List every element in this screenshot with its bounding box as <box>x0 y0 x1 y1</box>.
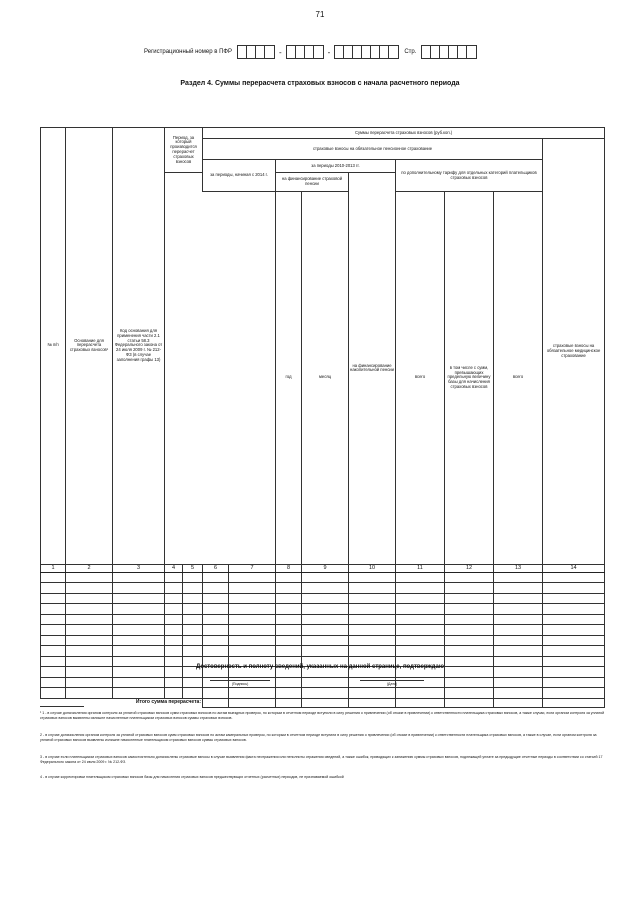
table-cell[interactable] <box>229 583 276 594</box>
table-cell[interactable] <box>113 614 165 625</box>
table-cell[interactable] <box>229 614 276 625</box>
table-cell[interactable] <box>276 583 302 594</box>
table-cell[interactable] <box>41 583 66 594</box>
table-cell[interactable] <box>543 604 605 615</box>
table-cell[interactable] <box>183 583 203 594</box>
table-cell[interactable] <box>183 646 203 657</box>
table-row <box>41 646 605 657</box>
table-cell[interactable] <box>183 572 203 583</box>
page-number: 71 <box>315 10 325 19</box>
table-cell[interactable] <box>113 677 165 688</box>
table-cell[interactable] <box>276 604 302 615</box>
total-cell[interactable] <box>203 698 229 707</box>
column-number: 11 <box>396 564 445 572</box>
table-cell[interactable] <box>66 646 113 657</box>
table-cell[interactable] <box>66 572 113 583</box>
dash: - <box>278 47 282 57</box>
reg-cells-2[interactable] <box>286 45 324 59</box>
table-cell[interactable] <box>276 635 302 646</box>
table-cell[interactable] <box>349 604 396 615</box>
col-total: всего <box>396 192 445 565</box>
total-cell[interactable] <box>276 698 302 707</box>
col-year: год <box>276 192 302 565</box>
table-cell[interactable] <box>165 688 183 699</box>
table-cell[interactable] <box>543 688 605 699</box>
table-cell[interactable] <box>445 625 494 636</box>
total-cell[interactable] <box>229 698 276 707</box>
table-cell[interactable] <box>41 677 66 688</box>
table-cell[interactable] <box>543 583 605 594</box>
table-cell[interactable] <box>229 604 276 615</box>
column-number: 13 <box>494 564 543 572</box>
table-cell[interactable] <box>276 614 302 625</box>
table-cell[interactable] <box>543 614 605 625</box>
table-cell[interactable] <box>113 646 165 657</box>
table-cell[interactable] <box>445 604 494 615</box>
table-cell[interactable] <box>203 593 229 604</box>
col-medical: страховые взносы на обязательное медицинское страхование <box>543 139 605 565</box>
table-cell[interactable] <box>113 572 165 583</box>
table-cell[interactable] <box>113 593 165 604</box>
col-from-2014: за периоды, начиная с 2014 г. <box>203 160 276 192</box>
table-cell[interactable] <box>396 688 445 699</box>
table-cell[interactable] <box>66 677 113 688</box>
table-cell[interactable] <box>543 572 605 583</box>
table-row <box>41 593 605 604</box>
table-cell[interactable] <box>203 583 229 594</box>
table-cell[interactable] <box>203 614 229 625</box>
total-cell[interactable] <box>494 698 543 707</box>
page-label: Стр. <box>404 49 417 55</box>
col-sums: Суммы перерасчета страховых взносов (руб.коп.) <box>203 128 605 139</box>
date-label: (Дата) <box>386 682 398 686</box>
col-month: месяц <box>302 192 349 565</box>
column-number: 8 <box>276 564 302 572</box>
footnote-2: 2 - в случае доначисления органом контроля за уплатой страховых взносов сумм страховых взносов по актам камеральных проверок, по которым в отчетном периоде вступили в силу решения о привлечении (об отказе в привлечении) к ответственности плательщика страховых взносов, а также в случае, если органом контроля за уплатой страховых взносов выявлены излишне начисленные плательщиком страховых взносов суммы страховых взносов. <box>40 733 597 743</box>
column-numbers-row <box>41 564 605 572</box>
table-cell[interactable] <box>445 583 494 594</box>
table-cell[interactable] <box>276 625 302 636</box>
signature-label: (Подпись) <box>231 682 249 686</box>
total-cell[interactable] <box>445 698 494 707</box>
table-cell[interactable] <box>396 593 445 604</box>
table-cell[interactable] <box>203 646 229 657</box>
col-rownum: № п/п <box>41 128 66 565</box>
table-cell[interactable] <box>165 572 183 583</box>
column-number: 2 <box>66 564 113 572</box>
period-spacer <box>165 173 276 565</box>
table-cell[interactable] <box>302 646 349 657</box>
table-cell[interactable] <box>113 688 165 699</box>
total-cell[interactable] <box>302 698 349 707</box>
table-cell[interactable] <box>543 677 605 688</box>
recalculation-table <box>40 127 605 708</box>
table-cell[interactable] <box>66 583 113 594</box>
table-cell[interactable] <box>302 625 349 636</box>
table-cell[interactable] <box>494 635 543 646</box>
table-cell[interactable] <box>276 593 302 604</box>
table-cell[interactable] <box>349 688 396 699</box>
total-cell[interactable] <box>543 698 605 707</box>
table-cell[interactable] <box>349 614 396 625</box>
footnote-3: 3 - в случае если плательщиком страховых взносов самостоятельно доначислены страховые взносы в случае выявления факта неотражения или неполноты отражения сведений, а также ошибок, приводящих к занижению суммы страховых взносов, подлежащей уплате за предыдущие отчетные периоды в соответствии со статьей 17 Федерального закона от 24 июля 2009 г. № 212-ФЗ. <box>40 755 603 765</box>
table-cell[interactable] <box>276 677 302 688</box>
data-rows <box>41 572 605 698</box>
table-cell[interactable] <box>543 646 605 657</box>
table-cell[interactable] <box>203 688 229 699</box>
table-cell[interactable] <box>349 625 396 636</box>
table-cell[interactable] <box>302 635 349 646</box>
table-cell[interactable] <box>203 635 229 646</box>
table-cell[interactable] <box>113 604 165 615</box>
column-number: 12 <box>445 564 494 572</box>
column-number: 14 <box>543 564 605 572</box>
table-cell[interactable] <box>396 604 445 615</box>
table-cell[interactable] <box>276 646 302 657</box>
table-cell[interactable] <box>229 646 276 657</box>
col-period: Период, за который производится перерасчет страховых взносов <box>165 128 203 173</box>
table-row <box>41 614 605 625</box>
table-cell[interactable] <box>183 635 203 646</box>
table-cell[interactable] <box>396 635 445 646</box>
table-cell[interactable] <box>302 604 349 615</box>
column-number: 9 <box>302 564 349 572</box>
table-cell[interactable] <box>396 572 445 583</box>
column-number: 6 <box>203 564 229 572</box>
footnote-separator <box>40 706 84 707</box>
table-cell[interactable] <box>349 646 396 657</box>
table-cell[interactable] <box>349 635 396 646</box>
table-cell[interactable] <box>302 677 349 688</box>
total-row <box>41 698 605 707</box>
registration-label: Регистрационный номер в ПФР <box>144 49 232 55</box>
table-cell[interactable] <box>183 604 203 615</box>
table-cell[interactable] <box>494 593 543 604</box>
table-cell[interactable] <box>445 572 494 583</box>
reg-cells-3[interactable] <box>334 45 399 59</box>
table-cell[interactable] <box>349 593 396 604</box>
table-cell[interactable] <box>165 646 183 657</box>
table-cell[interactable] <box>165 625 183 636</box>
table-cell[interactable] <box>229 625 276 636</box>
table-row <box>41 572 605 583</box>
table-cell[interactable] <box>494 646 543 657</box>
table-cell[interactable] <box>41 614 66 625</box>
col-insurance: на финансирование страховой пенсии <box>276 173 349 192</box>
table-cell[interactable] <box>302 593 349 604</box>
table-cell[interactable] <box>66 593 113 604</box>
table-cell[interactable] <box>41 604 66 615</box>
table-cell[interactable] <box>276 688 302 699</box>
table-cell[interactable] <box>41 646 66 657</box>
table-cell[interactable] <box>396 614 445 625</box>
table-cell[interactable] <box>229 688 276 699</box>
table-cell[interactable] <box>165 614 183 625</box>
table-cell[interactable] <box>396 646 445 657</box>
table-cell[interactable] <box>494 625 543 636</box>
table-cell[interactable] <box>302 583 349 594</box>
table-cell[interactable] <box>494 583 543 594</box>
table-cell[interactable] <box>41 635 66 646</box>
col-additional: по дополнительному тарифу для отдельных категорий плательщиков страховых взносов <box>396 160 543 192</box>
table-cell[interactable] <box>494 604 543 615</box>
table-cell[interactable] <box>183 593 203 604</box>
page-cells[interactable] <box>421 45 477 59</box>
table-cell[interactable] <box>203 625 229 636</box>
column-number: 4 <box>165 564 183 572</box>
column-number: 1 <box>41 564 66 572</box>
section-title: Раздел 4. Суммы перерасчета страховых взносов с начала расчетного периода <box>180 80 460 87</box>
table-cell[interactable] <box>183 614 203 625</box>
table-cell[interactable] <box>229 572 276 583</box>
table-cell[interactable] <box>165 604 183 615</box>
table-cell[interactable] <box>203 572 229 583</box>
table-cell[interactable] <box>66 688 113 699</box>
footnote-1: ¹ 1 - в случае доначисления органом контроля за уплатой страховых взносов сумм страховых взносов по актам выездных проверок, по которым в отчетном периоде вступили в силу решения о привлечении (об отказе в привлечении) к ответственности плательщика страховых взносов, а также случаи, если органом контроля за уплатой страховых взносов выявлены излишне начисленные плательщиком страховых взносов суммы страховых взносов. <box>40 711 605 721</box>
table-cell[interactable] <box>494 677 543 688</box>
table-cell[interactable] <box>445 688 494 699</box>
table-cell[interactable] <box>445 614 494 625</box>
table-cell[interactable] <box>349 572 396 583</box>
table-row <box>41 625 605 636</box>
table-cell[interactable] <box>445 593 494 604</box>
confirmation-text: Достоверность и полноту сведений, указанных на данной странице, подтверждаю <box>196 664 444 670</box>
table-cell[interactable] <box>183 688 203 699</box>
table-cell[interactable] <box>229 635 276 646</box>
table-cell[interactable] <box>445 635 494 646</box>
table-cell[interactable] <box>113 635 165 646</box>
table-cell[interactable] <box>41 572 66 583</box>
table-cell[interactable] <box>66 614 113 625</box>
table-cell[interactable] <box>165 677 183 688</box>
column-number: 5 <box>183 564 203 572</box>
table-cell[interactable] <box>396 625 445 636</box>
total-cell[interactable] <box>396 698 445 707</box>
table-cell[interactable] <box>165 635 183 646</box>
table-cell[interactable] <box>113 625 165 636</box>
table-cell[interactable] <box>494 572 543 583</box>
col-code: Код основания для применения части 2.1 статьи 58.3 Федерального закона от 24 июля 2009 г. № 212-ФЗ (в случае заполнения графы 13) <box>113 128 165 565</box>
table-cell[interactable] <box>66 625 113 636</box>
dash: - <box>327 47 331 57</box>
table-row <box>41 635 605 646</box>
col-ops: страховые взносы на обязательное пенсионное страхование <box>203 139 543 160</box>
table-cell[interactable] <box>445 646 494 657</box>
table-cell[interactable] <box>543 625 605 636</box>
table-cell[interactable] <box>165 593 183 604</box>
table-cell[interactable] <box>276 572 302 583</box>
table-cell[interactable] <box>543 635 605 646</box>
table-row <box>41 688 605 699</box>
signature-line[interactable] <box>210 680 270 681</box>
table-row <box>41 677 605 688</box>
col-basis: Основание для перерасчета страховых взносов¹ <box>66 128 113 565</box>
column-number: 3 <box>113 564 165 572</box>
table-cell[interactable] <box>41 625 66 636</box>
reg-cells-1[interactable] <box>237 45 275 59</box>
table-row <box>41 583 605 594</box>
col-funded: на финансирование накопительной пенсии <box>349 173 396 565</box>
table-cell[interactable] <box>349 583 396 594</box>
table-row <box>41 604 605 615</box>
date-line[interactable] <box>360 680 424 681</box>
table-cell[interactable] <box>66 604 113 615</box>
footnote-4: 4 - в случае корректировки плательщиком страховых взносов базы для начисления страховых взносов предшествующих отчетных (расчетных) периодов, не признаваемой ошибкой <box>40 775 344 779</box>
table-cell[interactable] <box>183 625 203 636</box>
total-label: Итого сумма перерасчета: <box>135 699 201 706</box>
table-cell[interactable] <box>302 688 349 699</box>
table-cell[interactable] <box>445 677 494 688</box>
col-2010-2013: за периоды 2010-2013 гг. <box>276 160 396 173</box>
col-total-2: всего <box>494 192 543 565</box>
table-cell[interactable] <box>396 583 445 594</box>
table-cell[interactable] <box>302 572 349 583</box>
registration-row <box>144 44 477 60</box>
table-cell[interactable] <box>494 614 543 625</box>
column-number: 10 <box>349 564 396 572</box>
table-cell[interactable] <box>543 593 605 604</box>
table-cell[interactable] <box>203 604 229 615</box>
table-cell[interactable] <box>41 593 66 604</box>
table-cell[interactable] <box>165 583 183 594</box>
table-cell[interactable] <box>41 688 66 699</box>
table-cell[interactable] <box>229 593 276 604</box>
total-cell[interactable] <box>349 698 396 707</box>
col-incl-1: в том числе с сумм, превышающих предельную величину базы для начисления страховых взносов <box>445 192 494 565</box>
table-cell[interactable] <box>113 583 165 594</box>
table-cell[interactable] <box>66 635 113 646</box>
column-number: 7 <box>229 564 276 572</box>
table-cell[interactable] <box>302 614 349 625</box>
table-cell[interactable] <box>183 677 203 688</box>
table-cell[interactable] <box>494 688 543 699</box>
